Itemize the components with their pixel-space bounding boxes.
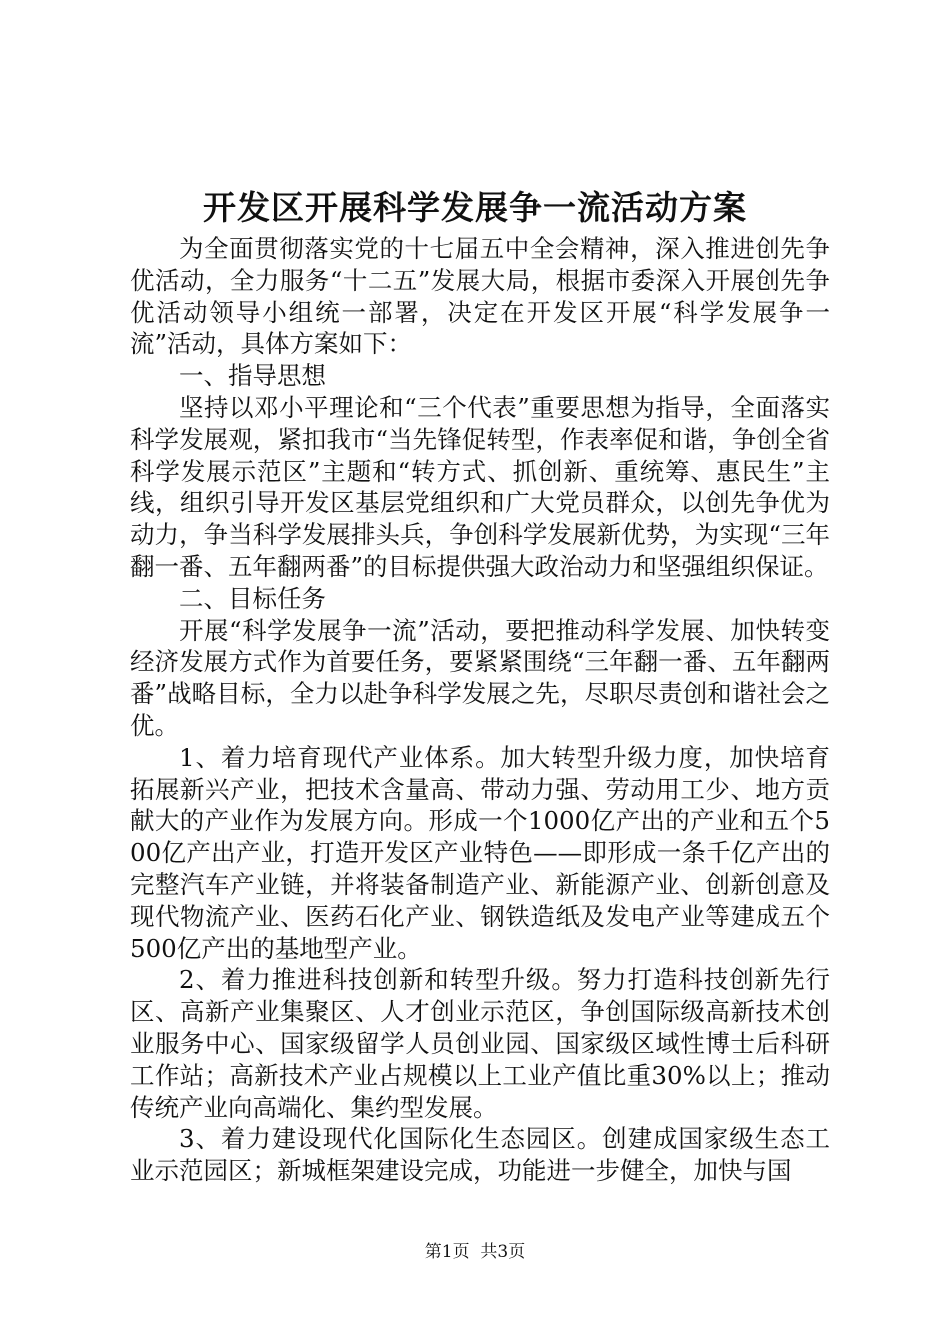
document-title: 开发区开展科学发展争一流活动方案 xyxy=(203,188,747,227)
footer-spacer xyxy=(470,1242,481,1262)
page-total: 共3页 xyxy=(480,1242,526,1262)
section-heading-goals-tasks: 二、目标任务 xyxy=(179,583,326,613)
section-heading-guiding-ideology: 一、指导思想 xyxy=(179,361,326,391)
list-item-3: 3、着力建设现代化国际化生态园区。创建成国家级生态工业示范园区；新城框架建设完成，功能进一步健全，加快与国 xyxy=(130,1124,830,1186)
document-body xyxy=(130,233,830,1187)
page-number: 第1页 xyxy=(424,1242,470,1262)
page-footer xyxy=(0,1240,950,1264)
list-item-1: 1、着力培育现代产业体系。加大转型升级力度，加快培育拓展新兴产业，把技术含量高、带动力强、劳动用工少、地方贡献大的产业作为发展方向。形成一个1000亿产出的产业和五个500亿产出产业，打造开发区产业特色——即形成一条千亿产出的完整汽车产业链，并将装备制造产业、新能源产业、创新创意及现代物流产业、医药石化产业、钢铁造纸及发电产业等建成五个500亿产出的基地型产业。 xyxy=(130,742,830,963)
intro-paragraph: 为全面贯彻落实党的十七届五中全会精神，深入推进创先争优活动，全力服务“十二五”发展大局，根据市委深入开展创先争优活动领导小组统一部署，决定在开发区开展“科学发展争一流”活动，具体方案如下： xyxy=(130,234,830,359)
guiding-ideology-paragraph: 坚持以邓小平理论和“三个代表”重要思想为指导，全面落实科学发展观，紧扣我市“当先锋促转型，作表率促和谐，争创全省科学发展示范区”主题和“转方式、抓创新、重统筹、惠民生”主线，组织引导开发区基层党组织和广大党员群众，以创先争优为动力，争当科学发展排头兵，争创科学发展新优势，为实现“三年翻一番、五年翻两番”的目标提供强大政治动力和坚强组织保证。 xyxy=(130,392,830,581)
list-item-2: 2、着力推进科技创新和转型升级。努力打造科技创新先行区、高新产业集聚区、人才创业示范区，争创国际级高新技术创业服务中心、国家级留学人员创业园、国家级区域性博士后科研工作站；高新技术产业占规模以上工业产值比重30%以上；推动传统产业向高端化、集约型发展。 xyxy=(130,965,830,1122)
goals-tasks-paragraph: 开展“科学发展争一流”活动，要把推动科学发展、加快转变经济发展方式作为首要任务，要紧紧围绕“三年翻一番、五年翻两番”战略目标，全力以赴争科学发展之先，尽职尽责创和谐社会之优。 xyxy=(130,615,830,740)
